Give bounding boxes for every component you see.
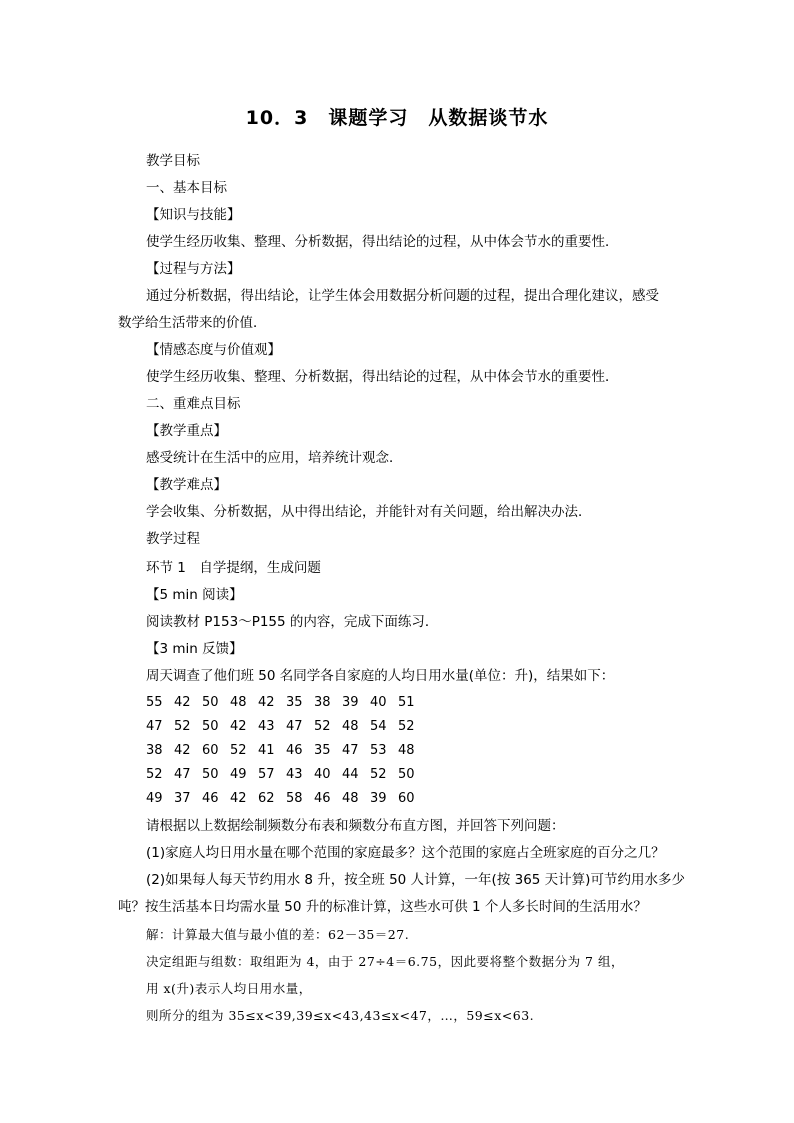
data-value: 50 — [202, 695, 219, 710]
paragraph: 学会收集、分析数据，从中得出结论，并能针对有关问题，给出解决办法． — [146, 504, 592, 520]
paragraph: 周天调查了他们班 50 名同学各自家庭的人均日用水量(单位：升)，结果如下： — [146, 668, 615, 684]
data-value: 53 — [370, 743, 387, 758]
subsection-heading: 【情感态度与价值观】 — [146, 342, 281, 358]
data-value: 37 — [174, 791, 191, 806]
data-value: 40 — [314, 767, 331, 782]
section-heading: 二、重难点目标 — [146, 396, 241, 412]
data-value: 48 — [230, 695, 247, 710]
paragraph: 阅读教材 P153～P155 的内容，完成下面练习． — [146, 614, 439, 630]
data-value: 55 — [146, 695, 163, 710]
solution-line: 则所分的组为 35≤x<39,39≤x<43,43≤x<47，…，59≤x<63. — [146, 1008, 535, 1023]
subsection-heading: 【知识与技能】 — [146, 207, 241, 223]
data-value: 62 — [258, 791, 275, 806]
data-value: 46 — [314, 791, 331, 806]
paragraph: 使学生经历收集、整理、分析数据，得出结论的过程，从中体会节水的重要性． — [146, 369, 619, 385]
paragraph: 数学给生活带来的价值． — [118, 315, 267, 331]
data-value: 48 — [342, 719, 359, 734]
data-value: 48 — [398, 743, 415, 758]
data-value: 43 — [286, 767, 303, 782]
data-value: 52 — [370, 767, 387, 782]
solution-line: 决定组距与组数：取组距为 4，由于 27÷4＝6.75，因此要将整个数据分为 7 组， — [146, 954, 624, 969]
data-value: 42 — [174, 743, 191, 758]
data-value: 47 — [286, 719, 303, 734]
subsection-heading: 【教学难点】 — [146, 477, 227, 493]
step-heading: 环节 1 自学提纲，生成问题 — [146, 560, 321, 576]
data-value: 35 — [286, 695, 303, 710]
data-value: 38 — [314, 695, 331, 710]
data-row — [146, 791, 426, 807]
data-value: 60 — [202, 743, 219, 758]
data-value: 44 — [342, 767, 359, 782]
question-2: (2)如果每人每天节约用水 8 升，按全班 50 人计算，一年(按 365 天计算)可节约用水多少 — [146, 872, 685, 888]
data-row — [146, 743, 426, 759]
data-row — [146, 719, 426, 735]
data-row — [146, 695, 426, 711]
paragraph: 通过分析数据，得出结论，让学生体会用数据分析问题的过程，提出合理化建议，感受 — [146, 288, 659, 304]
question-2-cont: 吨？按生活基本日均需水量 50 升的标准计算，这些水可供 1 个人多长时间的生活用水？ — [118, 899, 647, 915]
section-heading: 一、基本目标 — [146, 180, 227, 196]
section-heading: 教学过程 — [146, 531, 200, 547]
data-value: 50 — [202, 719, 219, 734]
data-value: 39 — [370, 791, 387, 806]
data-value: 39 — [342, 695, 359, 710]
subsection-heading: 【教学重点】 — [146, 423, 227, 439]
data-value: 40 — [370, 695, 387, 710]
subsection-heading: 【5 min 阅读】 — [146, 587, 243, 603]
data-value: 42 — [230, 791, 247, 806]
data-value: 46 — [202, 791, 219, 806]
data-value: 54 — [370, 719, 387, 734]
data-value: 43 — [258, 719, 275, 734]
data-value: 48 — [342, 791, 359, 806]
data-value: 52 — [314, 719, 331, 734]
data-value: 42 — [174, 695, 191, 710]
section-heading: 教学目标 — [146, 153, 200, 169]
question-1: (1)家庭人均日用水量在哪个范围的家庭最多？这个范围的家庭占全班家庭的百分之几？ — [146, 845, 665, 861]
paragraph: 使学生经历收集、整理、分析数据，得出结论的过程，从中体会节水的重要性． — [146, 234, 619, 250]
data-value: 57 — [258, 767, 275, 782]
subsection-heading: 【过程与方法】 — [146, 261, 241, 277]
data-value: 38 — [146, 743, 163, 758]
data-value: 50 — [202, 767, 219, 782]
page-title: 10．3 课题学习 从数据谈节水 — [245, 107, 549, 129]
subsection-heading: 【3 min 反馈】 — [146, 641, 243, 657]
data-value: 46 — [286, 743, 303, 758]
data-value: 47 — [174, 767, 191, 782]
data-row — [146, 767, 426, 783]
data-value: 52 — [230, 743, 247, 758]
data-value: 52 — [146, 767, 163, 782]
data-value: 42 — [258, 695, 275, 710]
data-value: 52 — [174, 719, 191, 734]
data-value: 41 — [258, 743, 275, 758]
data-value: 52 — [398, 719, 415, 734]
data-value: 60 — [398, 791, 415, 806]
data-value: 47 — [146, 719, 163, 734]
paragraph: 感受统计在生活中的应用，培养统计观念． — [146, 450, 403, 466]
paragraph: 请根据以上数据绘制频数分布表和频数分布直方图，并回答下列问题： — [146, 818, 565, 834]
data-value: 42 — [230, 719, 247, 734]
solution-line: 解：计算最大值与最小值的差：62－35＝27. — [146, 927, 410, 942]
data-value: 49 — [146, 791, 163, 806]
data-value: 51 — [398, 695, 415, 710]
data-value: 47 — [342, 743, 359, 758]
data-value: 35 — [314, 743, 331, 758]
solution-line: 用 x(升)表示人均日用水量， — [146, 981, 312, 996]
data-value: 58 — [286, 791, 303, 806]
data-value: 49 — [230, 767, 247, 782]
data-value: 50 — [398, 767, 415, 782]
